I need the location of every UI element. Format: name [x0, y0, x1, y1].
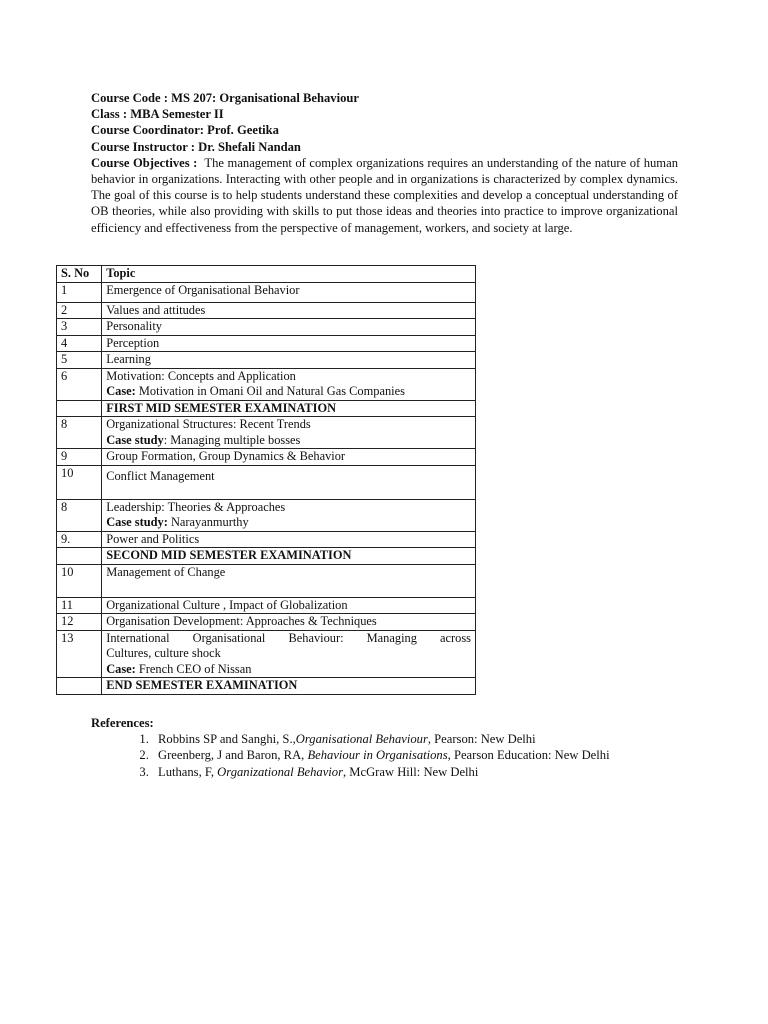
case-line — [106, 515, 471, 531]
topic-text: International Organisational Behaviour: Managing across — [106, 630, 471, 645]
row-topic: Power and Politics — [102, 531, 476, 548]
coordinator-value: Prof. Geetika — [207, 123, 279, 138]
row-sno: 8 — [57, 417, 102, 449]
case-text: Narayanmurthy — [167, 515, 249, 529]
table-row — [57, 597, 476, 614]
class-value: MBA Semester II — [130, 107, 224, 122]
case-label: Case study — [106, 432, 164, 447]
course-header — [91, 90, 678, 236]
reference-publisher: , McGraw Hill: New Delhi — [343, 764, 479, 779]
topic-text-continued: Cultures, culture shock — [106, 646, 221, 660]
course-objectives — [91, 155, 678, 236]
row-topic — [102, 417, 476, 449]
references-section — [91, 715, 691, 780]
topic-text: Organizational Structures: Recent Trends — [106, 417, 311, 431]
references-title: References: — [91, 716, 154, 730]
objectives-text: The management of complex organizations requires an understanding of the nature of human behavior in organizations. Interacting with other people and in organizations is characterized by complex dynamics. The goal of this course is to help students understand these complexities and develop a conceptual understanding of OB theories, while also providing with skills to put those ideas and theories into practice to improve organizational efficiency and effectiveness from the perspective of management, workers, and society at large. — [91, 155, 678, 235]
case-text: Motivation in Omani Oil and Natural Gas Companies — [135, 384, 405, 398]
row-sno: 12 — [57, 614, 102, 631]
row-topic: Personality — [102, 319, 476, 336]
coordinator-line — [91, 122, 678, 138]
exam-heading: FIRST MID SEMESTER EXAMINATION — [102, 400, 476, 417]
reference-item — [152, 747, 691, 763]
reference-publisher: , Pearson Education: New Delhi — [447, 748, 610, 763]
case-text: French CEO of Nissan — [135, 661, 252, 676]
table-row — [57, 417, 476, 449]
row-sno: 8 — [57, 499, 102, 531]
row-sno: 10 — [57, 465, 102, 499]
row-sno: 9. — [57, 531, 102, 548]
row-sno: 4 — [57, 335, 102, 352]
table-row — [57, 678, 476, 695]
class-line — [91, 106, 678, 122]
row-topic: Organizational Culture , Impact of Globalization — [102, 597, 476, 614]
table-row — [57, 630, 476, 678]
table-row — [57, 335, 476, 352]
reference-title: Organizational Behavior — [217, 764, 343, 779]
row-topic — [102, 368, 476, 400]
table-row — [57, 531, 476, 548]
row-sno: 2 — [57, 302, 102, 319]
topic-text: Conflict Management — [106, 468, 215, 483]
topic-text: Leadership: Theories & Approaches — [106, 499, 286, 514]
row-sno — [57, 678, 102, 695]
row-sno: 6 — [57, 368, 102, 400]
row-sno: 13 — [57, 630, 102, 678]
case-label: Case: — [106, 384, 136, 398]
table-row — [57, 465, 476, 499]
reference-authors: Luthans, F, — [158, 764, 218, 779]
topic-text: Motivation: Concepts and Application — [106, 368, 296, 383]
reference-authors: Greenberg, J and Baron, RA, — [158, 748, 308, 763]
reference-item — [152, 764, 691, 780]
row-topic: Organisation Development: Approaches & Techniques — [102, 614, 476, 631]
row-sno: 3 — [57, 319, 102, 336]
row-topic: Learning — [102, 352, 476, 369]
row-sno: 1 — [57, 282, 102, 302]
coordinator-label: Course Coordinator: — [91, 123, 204, 138]
case-line — [106, 662, 471, 678]
exam-heading: SECOND MID SEMESTER EXAMINATION — [102, 548, 476, 565]
topics-table — [56, 265, 476, 695]
col-header-sno: S. No — [57, 266, 102, 283]
table-row — [57, 368, 476, 400]
row-sno — [57, 548, 102, 565]
instructor-value: Dr. Shefali Nandan — [198, 139, 301, 154]
row-topic — [102, 465, 476, 499]
case-line — [106, 433, 471, 449]
case-text: : Managing multiple bosses — [163, 432, 301, 447]
references-list — [91, 731, 691, 780]
row-topic: Emergence of Organisational Behavior — [102, 282, 476, 302]
course-code-value: MS 207: Organisational Behaviour — [171, 91, 359, 105]
row-topic: Perception — [102, 335, 476, 352]
instructor-label: Course Instructor : — [91, 139, 196, 154]
col-header-topic: Topic — [102, 266, 476, 283]
case-label: Case: — [106, 661, 136, 676]
table-header-row — [57, 266, 476, 283]
table-row — [57, 352, 476, 369]
reference-title: Behaviour in Organisations — [307, 748, 448, 763]
reference-publisher: , Pearson: New Delhi — [427, 732, 536, 747]
objectives-label: Course Objectives : — [91, 155, 198, 170]
exam-heading: END SEMESTER EXAMINATION — [102, 678, 476, 695]
class-label: Class : — [91, 107, 128, 122]
instructor-line — [91, 139, 678, 155]
table-row — [57, 564, 476, 597]
row-topic — [102, 499, 476, 531]
table-row — [57, 614, 476, 631]
case-line — [106, 384, 471, 400]
reference-authors: Robbins SP and Sanghi, S., — [158, 732, 296, 747]
row-sno — [57, 400, 102, 417]
reference-title: Organisational Behaviour — [295, 732, 428, 747]
row-topic: Management of Change — [102, 564, 476, 597]
row-sno: 10 — [57, 564, 102, 597]
table-row — [57, 499, 476, 531]
row-sno: 5 — [57, 352, 102, 369]
table-row — [57, 282, 476, 302]
row-sno: 11 — [57, 597, 102, 614]
row-sno: 9 — [57, 449, 102, 466]
table-row — [57, 400, 476, 417]
table-row — [57, 302, 476, 319]
row-topic: Values and attitudes — [102, 302, 476, 319]
row-topic — [102, 630, 476, 678]
table-row — [57, 449, 476, 466]
reference-item — [152, 731, 691, 747]
row-topic: Group Formation, Group Dynamics & Behavior — [102, 449, 476, 466]
table-row — [57, 548, 476, 565]
table-row — [57, 319, 476, 336]
course-code-line — [91, 90, 678, 106]
case-label: Case study: — [106, 515, 168, 529]
course-code-label: Course Code : — [91, 91, 168, 105]
